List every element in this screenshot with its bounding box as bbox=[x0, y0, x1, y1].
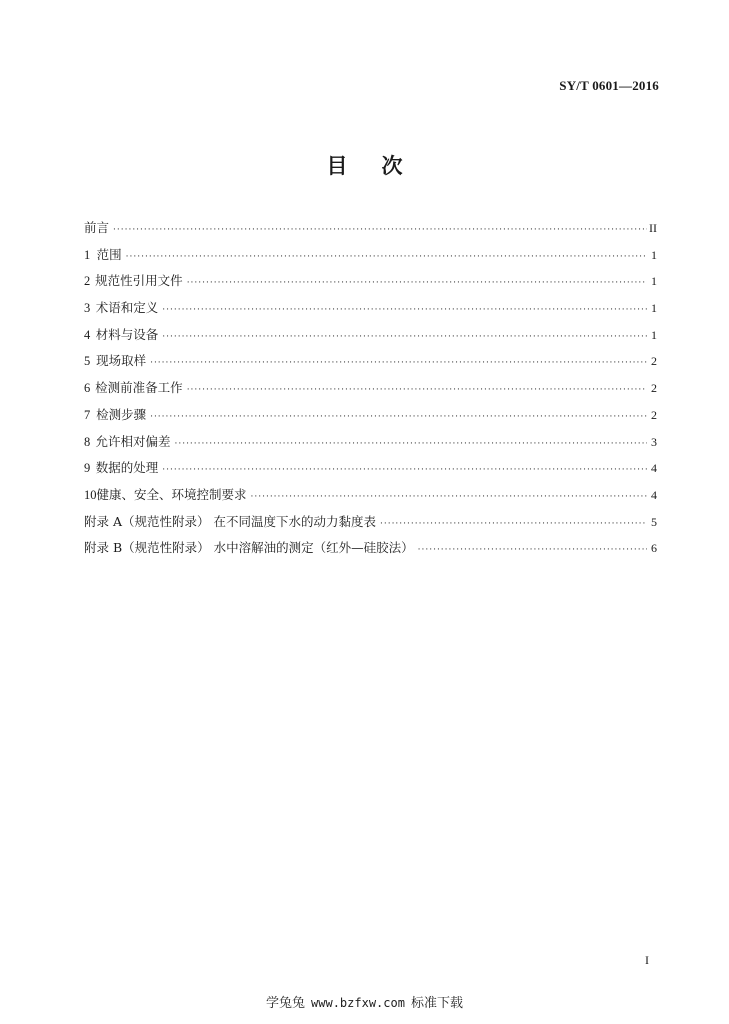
toc-title-char-1: 目 bbox=[326, 154, 348, 178]
toc-entry-label: 允许相对偏差 bbox=[95, 433, 171, 449]
toc-entry-number: 9 bbox=[84, 461, 91, 476]
toc-leader bbox=[174, 439, 647, 449]
toc-leader bbox=[150, 358, 647, 368]
toc-entry-number: 8 bbox=[84, 434, 91, 449]
toc-entry-page: 2 bbox=[651, 354, 657, 369]
toc-leader bbox=[187, 278, 647, 288]
toc-entry-page: 5 bbox=[651, 514, 657, 529]
toc-entry-preface[interactable] bbox=[84, 218, 657, 245]
toc-entry-10[interactable] bbox=[84, 485, 657, 512]
toc-entry-page: 1 bbox=[651, 327, 657, 342]
toc-entry-label: 检测步骤 bbox=[96, 406, 147, 422]
toc-entry-number: 2 bbox=[84, 274, 91, 289]
toc-entry-label: 附录 A（规范性附录） 在不同温度下水的动力黏度表 bbox=[84, 513, 376, 529]
toc-entry-appendix-b[interactable] bbox=[84, 538, 657, 565]
toc-leader bbox=[162, 465, 647, 475]
toc-entry-9[interactable] bbox=[84, 458, 657, 485]
toc-entry-page: 6 bbox=[651, 541, 657, 556]
toc-leader bbox=[126, 252, 647, 262]
toc-entry-7[interactable] bbox=[84, 405, 657, 432]
toc-entry-label: 检测前准备工作 bbox=[95, 380, 183, 396]
toc-leader bbox=[150, 412, 647, 422]
toc-title bbox=[0, 150, 729, 180]
watermark-site-name: 学兔兔 bbox=[266, 996, 306, 1011]
toc-entry-page: 2 bbox=[651, 381, 657, 396]
toc-entry-label: 数据的处理 bbox=[95, 460, 159, 476]
toc-entry-5[interactable] bbox=[84, 351, 657, 378]
toc-entry-page: 1 bbox=[651, 274, 657, 289]
toc-entry-number: 5 bbox=[84, 354, 91, 369]
table-of-contents bbox=[84, 218, 657, 565]
toc-entry-number: 7 bbox=[84, 407, 91, 422]
toc-entry-2[interactable] bbox=[84, 271, 657, 298]
footer-watermark bbox=[0, 992, 729, 1011]
page-number: I bbox=[645, 953, 649, 967]
toc-leader bbox=[162, 305, 647, 315]
toc-leader bbox=[418, 545, 647, 555]
toc-entry-label: 规范性引用文件 bbox=[95, 273, 183, 289]
standard-code: SY/T 0601—2016 bbox=[559, 78, 659, 93]
toc-leader bbox=[113, 225, 647, 235]
toc-entry-page: 1 bbox=[651, 247, 657, 262]
toc-entry-page: 1 bbox=[651, 301, 657, 316]
toc-entry-3[interactable] bbox=[84, 298, 657, 325]
toc-entry-number: 10 bbox=[84, 487, 97, 502]
toc-entry-number: 4 bbox=[84, 327, 91, 342]
watermark-tagline: 标准下载 bbox=[410, 996, 463, 1011]
toc-entry-number: 6 bbox=[84, 381, 91, 396]
toc-leader bbox=[187, 385, 647, 395]
toc-entry-label: 前言 bbox=[84, 220, 110, 235]
toc-entry-number: 1 bbox=[84, 247, 91, 262]
toc-entry-label: 现场取样 bbox=[96, 353, 147, 369]
toc-entry-page: 4 bbox=[651, 487, 657, 502]
toc-entry-1[interactable] bbox=[84, 245, 657, 272]
toc-entry-label: 附录 B（规范性附录） 水中溶解油的测定（红外—硅胶法） bbox=[84, 540, 414, 556]
toc-entry-4[interactable] bbox=[84, 325, 657, 352]
toc-entry-label: 术语和定义 bbox=[95, 300, 159, 316]
toc-title-char-2: 次 bbox=[381, 154, 403, 178]
watermark-url[interactable]: www.bzfxw.com bbox=[311, 996, 405, 1010]
toc-entry-page: 2 bbox=[651, 407, 657, 422]
toc-leader bbox=[380, 519, 647, 529]
toc-entry-8[interactable] bbox=[84, 432, 657, 459]
toc-entry-appendix-a[interactable] bbox=[84, 512, 657, 539]
toc-entry-6[interactable] bbox=[84, 378, 657, 405]
toc-entry-page: II bbox=[649, 221, 657, 235]
toc-entry-page: 4 bbox=[651, 461, 657, 476]
toc-entry-label: 健康、安全、环境控制要求 bbox=[96, 486, 247, 502]
toc-entry-number: 3 bbox=[84, 301, 91, 316]
toc-leader bbox=[251, 492, 647, 502]
toc-entry-label: 材料与设备 bbox=[95, 326, 159, 342]
toc-entry-label: 范围 bbox=[96, 246, 122, 262]
toc-entry-page: 3 bbox=[651, 434, 657, 449]
toc-leader bbox=[162, 332, 647, 342]
